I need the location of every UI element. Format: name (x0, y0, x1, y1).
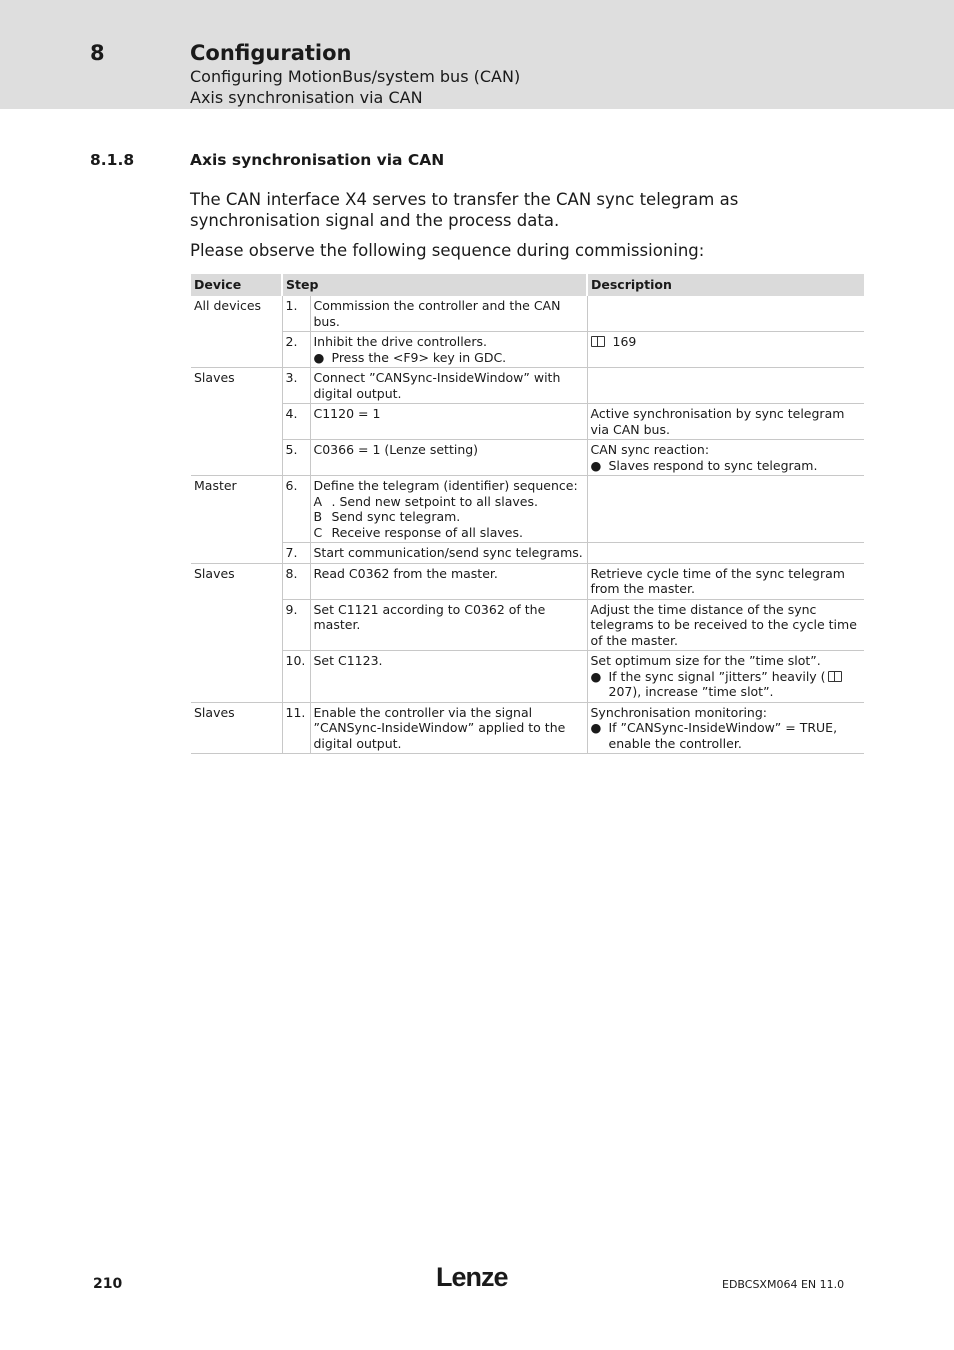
table-row (191, 563, 864, 599)
table-row (191, 702, 864, 754)
document-reference: EDBCSXM064 EN 11.0 (722, 1278, 845, 1291)
device-cell (191, 702, 282, 754)
description-bullet-text: If the sync signal ”jitters” heavily ( (608, 668, 826, 684)
intro-paragraph: The CAN interface X4 serves to transfer the CAN sync telegram as synchronisation signal and the process data. (190, 190, 739, 230)
device-cell (191, 476, 282, 564)
step-cell (310, 332, 587, 368)
step-text: Start communication/send sync telegrams. (310, 543, 587, 564)
description-cell (587, 368, 864, 404)
table-header-row (191, 274, 864, 296)
lenze-logo: Lenze (436, 1262, 508, 1292)
bullet-icon: ● (590, 457, 602, 473)
device-label: All devices (194, 298, 262, 313)
step-text: Inhibit the drive controllers. (313, 334, 487, 349)
sequence-key: B (313, 509, 323, 524)
chapter-title: Configuration (190, 41, 352, 65)
table-row (191, 368, 864, 404)
page-number: 210 (93, 1276, 123, 1292)
table-row (191, 332, 864, 368)
description-bullet-text: If ”CANSync-InsideWindow” = TRUE, enable the controller. (608, 720, 838, 751)
sequence-text: Receive response of all slaves. (331, 524, 523, 540)
table-row (191, 404, 864, 440)
sequence-text: Send sync telegram. (331, 509, 461, 524)
sequence-key: A (313, 493, 323, 509)
page-reference: 169 (612, 334, 637, 349)
description-text: CAN sync reaction: (590, 442, 710, 457)
commissioning-table (191, 274, 864, 754)
description-text: Synchronisation monitoring: (590, 704, 767, 720)
chapter-subtitle-2: Axis synchronisation via CAN (190, 88, 423, 107)
step-number: 6. (282, 476, 310, 543)
device-cell (191, 368, 282, 476)
step-number: 4. (282, 404, 310, 440)
sequence-paragraph: Please observe the following sequence during commissioning: (190, 241, 705, 260)
step-text: Commission the controller and the CAN bus. (310, 296, 587, 332)
book-icon (591, 336, 605, 347)
device-label: Slaves (194, 370, 235, 385)
section-title: Axis synchronisation via CAN (190, 151, 445, 169)
step-cell (310, 476, 587, 543)
table-row (191, 296, 864, 332)
sequence-key: C (313, 524, 323, 540)
table-row (191, 440, 864, 476)
device-cell (191, 563, 282, 702)
step-text: Connect ”CANSync-InsideWindow” with digital output. (310, 368, 587, 404)
device-label: Master (194, 478, 237, 493)
description-cell: Active synchronisation by sync telegram via CAN bus. (587, 404, 864, 440)
chapter-number: 8 (90, 41, 105, 65)
step-text: C1120 = 1 (310, 404, 587, 440)
table-row (191, 599, 864, 651)
bullet-icon: ● (590, 668, 602, 684)
device-label: Slaves (194, 704, 235, 720)
step-number: 3. (282, 368, 310, 404)
step-number: 1. (282, 296, 310, 332)
description-cell (587, 543, 864, 564)
step-number: 7. (282, 543, 310, 564)
table-row (191, 651, 864, 703)
description-cell: Retrieve cycle time of the sync telegram from the master. (587, 563, 864, 599)
description-cell (587, 332, 864, 368)
step-text: C0366 = 1 (Lenze setting) (310, 440, 587, 476)
device-cell (191, 296, 282, 368)
chapter-subtitle-1: Configuring MotionBus/system bus (CAN) (190, 67, 521, 86)
description-bullet-text: increase ”time slot”. (645, 684, 774, 699)
step-bullet-text: Press the <F9> key in GDC. (331, 349, 507, 365)
step-number: 11. (282, 702, 310, 754)
description-cell (587, 296, 864, 332)
step-text: Set C1123. (310, 651, 587, 703)
description-cell (587, 702, 864, 754)
step-number: 10. (282, 651, 310, 703)
header-band (0, 0, 954, 109)
step-text: Enable the controller via the signal ”CANSync-InsideWindow” applied to the digital output. (310, 702, 587, 754)
description-bullet (609, 669, 862, 700)
page-reference: 207), (608, 684, 642, 699)
description-cell (587, 440, 864, 476)
table-row (191, 476, 864, 543)
table-row (191, 543, 864, 564)
device-label: Slaves (194, 565, 235, 581)
bullet-icon: ● (590, 720, 602, 735)
description-cell (587, 651, 864, 703)
step-text: Read C0362 from the master. (310, 563, 587, 599)
header-step: Step (282, 274, 587, 296)
section-number: 8.1.8 (90, 151, 135, 169)
bullet-icon: ● (313, 349, 325, 365)
step-number: 9. (282, 599, 310, 651)
header-device: Device (191, 274, 282, 296)
step-number: 8. (282, 563, 310, 599)
step-number: 2. (282, 332, 310, 368)
book-icon (828, 671, 842, 682)
header-description: Description (587, 274, 864, 296)
description-cell (587, 476, 864, 543)
description-cell: Adjust the time distance of the sync telegrams to be received to the cycle time of the master. (587, 599, 864, 651)
step-text: Set C1121 according to C0362 of the master. (310, 599, 587, 651)
description-bullet-text: Slaves respond to sync telegram. (608, 457, 818, 473)
sequence-text: . Send new setpoint to all slaves. (331, 493, 538, 509)
description-text: Set optimum size for the ”time slot”. (590, 653, 821, 668)
step-number: 5. (282, 440, 310, 476)
step-text: Define the telegram (identifier) sequence: (313, 478, 578, 493)
